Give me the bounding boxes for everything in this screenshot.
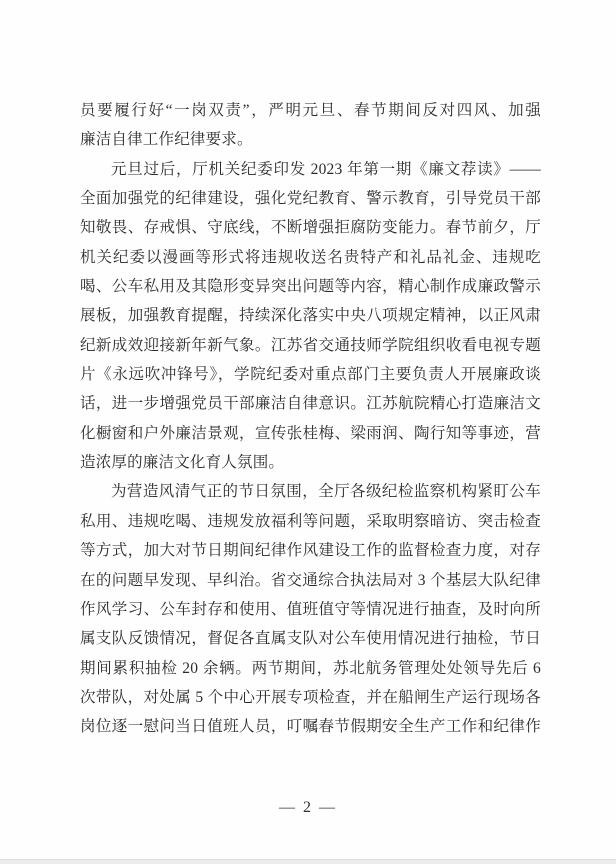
body-text-line: 造浓厚的廉洁文化育人氛围。: [80, 454, 285, 472]
body-text-line: 在的问题早发现、早纠治。省交通综合执法局对 3 个基层大队纪律: [80, 571, 541, 589]
body-text-line: 元旦过后，厅机关纪委印发 2023 年第一期《廉文荐读》——: [111, 160, 541, 178]
body-text-line: 话，进一步增强党员干部廉洁自律意识。江苏航院精心打造廉洁文: [80, 395, 541, 413]
body-text-line: 廉洁自律工作纪律要求。: [80, 131, 253, 149]
body-text-line: 为营造风清气正的节日氛围，全厅各级纪检监察机构紧盯公车: [111, 483, 541, 501]
body-text-line: 等方式，加大对节日期间纪律作风建设工作的监督检查力度，对存: [80, 542, 541, 560]
body-text-line: 次带队，对处属 5 个中心开展专项检查，并在船闸生产运行现场各: [80, 688, 541, 706]
body-text-line: 知敬畏、存戒惧、守底线，不断增强拒腐防变能力。春节前夕，厅: [80, 219, 541, 237]
body-text-line: 化橱窗和户外廉洁景观，宣传张桂梅、梁雨润、陶行知等事迹，营: [80, 424, 541, 442]
body-text-line: 属支队反馈情况，督促各直属支队对公车使用情况进行抽检，节日: [80, 630, 541, 648]
body-text-line: 期间累积抽检 20 余辆。两节期间，苏北航务管理处处领导先后 6: [80, 659, 541, 677]
page-number: — 2 —: [279, 799, 337, 816]
body-text-line: 展板，加强教育提醒，持续深化落实中央八项规定精神，以正风肃: [80, 307, 541, 325]
document-body: [80, 96, 541, 742]
body-text-line: 岗位逐一慰问当日值班人员，叮嘱春节假期安全生产工作和纪律作: [80, 718, 541, 736]
body-text-line: 喝、公车私用及其隐形变异突出问题等内容，精心制作成廉政警示: [80, 278, 541, 296]
body-text-line: 私用、违规吃喝、违规发放福利等问题，采取明察暗访、突击检查: [80, 512, 541, 530]
scan-edge-divider: [0, 859, 616, 864]
body-text-line: 机关纪委以漫画等形式将违规收送名贵特产和礼品礼金、违规吃: [80, 248, 541, 266]
body-text-line: 作风学习、公车封存和使用、值班值守等情况进行抽查，及时向所: [80, 600, 541, 618]
body-text-line: 片《永远吹冲锋号》，学院纪委对重点部门主要负责人开展廉政谈: [80, 366, 541, 384]
body-text-line: 员要履行好“一岗双责”，严明元旦、春节期间反对四风、加强: [80, 102, 541, 119]
body-text-line: 纪新成效迎接新年新气象。江苏省交通技师学院组织收看电视专题: [80, 336, 541, 354]
body-text-line: 全面加强党的纪律建设，强化党纪教育、警示教育，引导党员干部: [80, 190, 541, 208]
